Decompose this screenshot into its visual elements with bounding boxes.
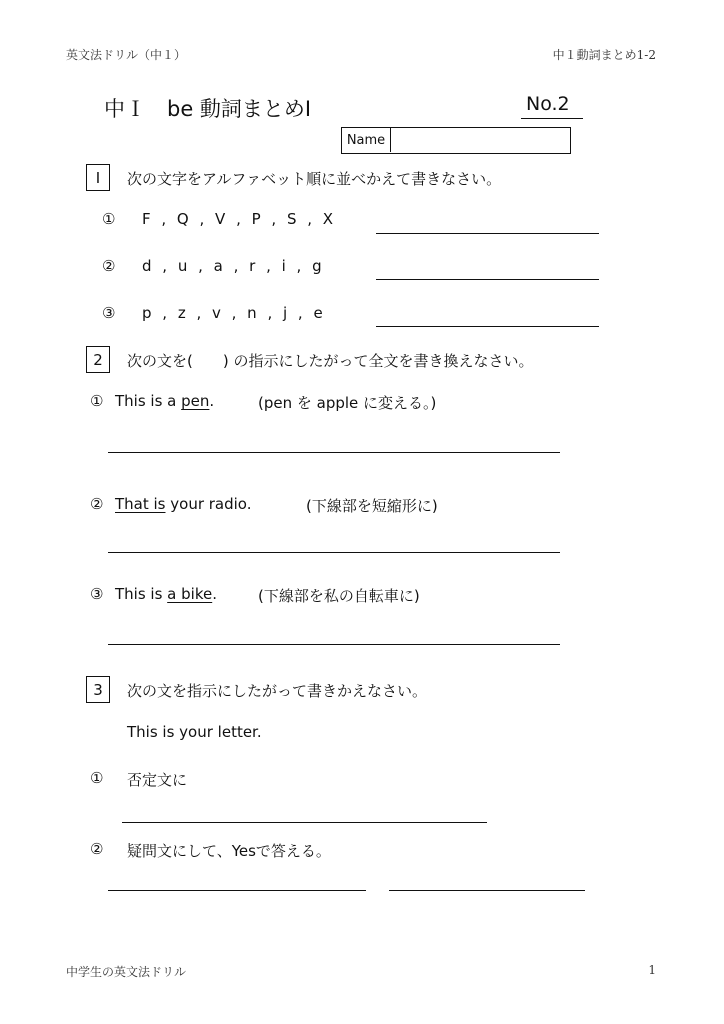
s3-item2-text: 疑問文にして、Yesで答える。	[127, 842, 331, 860]
s1-item3-letters: p , z , v , n , j , e	[142, 304, 323, 322]
s2-item2-answer-line[interactable]	[108, 552, 560, 553]
s2-item1-underlined: pen	[181, 392, 210, 410]
header-left: 英文法ドリル（中１）	[66, 48, 187, 62]
s2-item1-note: (pen を apple に変える。)	[258, 394, 437, 412]
s1-item3-marker: ③	[102, 304, 116, 322]
name-field[interactable]	[391, 128, 569, 152]
s3-item1-answer-line[interactable]	[122, 822, 487, 823]
s1-item2-answer-line[interactable]	[376, 279, 599, 280]
s3-item1-text: 否定文に	[127, 771, 188, 789]
footer-left: 中学生の英文法ドリル	[66, 965, 187, 979]
header-right: 中１動詞まとめ1-2	[552, 48, 656, 62]
s2-item3-note: (下線部を私の自転車に)	[258, 587, 420, 605]
section2-instruction: 次の文を( ) の指示にしたがって全文を書き換えなさい。	[127, 352, 534, 370]
s2-item3-answer-line[interactable]	[108, 644, 560, 645]
s3-item2-marker: ②	[90, 840, 104, 858]
page-number: 1	[648, 963, 656, 977]
s2-item1-answer-line[interactable]	[108, 452, 560, 453]
section1-number: Ⅰ	[86, 164, 110, 191]
s1-item3-answer-line[interactable]	[376, 326, 599, 327]
worksheet-number-underline	[521, 118, 583, 119]
section3-sentence: This is your letter.	[127, 723, 262, 741]
s1-item1-answer-line[interactable]	[376, 233, 599, 234]
worksheet-number: No.2	[526, 93, 570, 115]
section1-instruction: 次の文字をアルファベット順に並べかえて書きなさい。	[127, 170, 502, 188]
s1-item1-letters: F , Q , V , P , S , X	[142, 210, 334, 228]
s1-item1-marker: ①	[102, 210, 116, 228]
s2-item2-note: (下線部を短縮形に)	[306, 497, 438, 515]
s3-item1-marker: ①	[90, 769, 104, 787]
s2-item2-marker: ②	[90, 495, 104, 513]
section3-number: 3	[86, 676, 110, 703]
s2-item1-marker: ①	[90, 392, 104, 410]
s1-item2-marker: ②	[102, 257, 116, 275]
s2-item3-underlined: a bike	[167, 585, 213, 603]
s3-item2-answer-line-question[interactable]	[108, 890, 366, 891]
s2-item3-sentence: This is a bike.	[115, 585, 217, 603]
s2-item1-sentence: This is a pen.	[115, 392, 215, 410]
section3-instruction: 次の文を指示にしたがって書きかえなさい。	[127, 682, 428, 700]
s2-item3-marker: ③	[90, 585, 104, 603]
s2-item2-underlined: That is	[115, 495, 166, 513]
s2-item2-sentence: That is your radio.	[115, 495, 252, 513]
s1-item2-letters: d , u , a , r , i , g	[142, 257, 322, 275]
page-title: 中Ｉ be 動詞まとめⅠ	[104, 97, 312, 121]
name-label: Name	[342, 128, 391, 152]
name-box	[341, 127, 571, 154]
section2-number: 2	[86, 346, 110, 373]
s3-item2-answer-line-response[interactable]	[389, 890, 585, 891]
